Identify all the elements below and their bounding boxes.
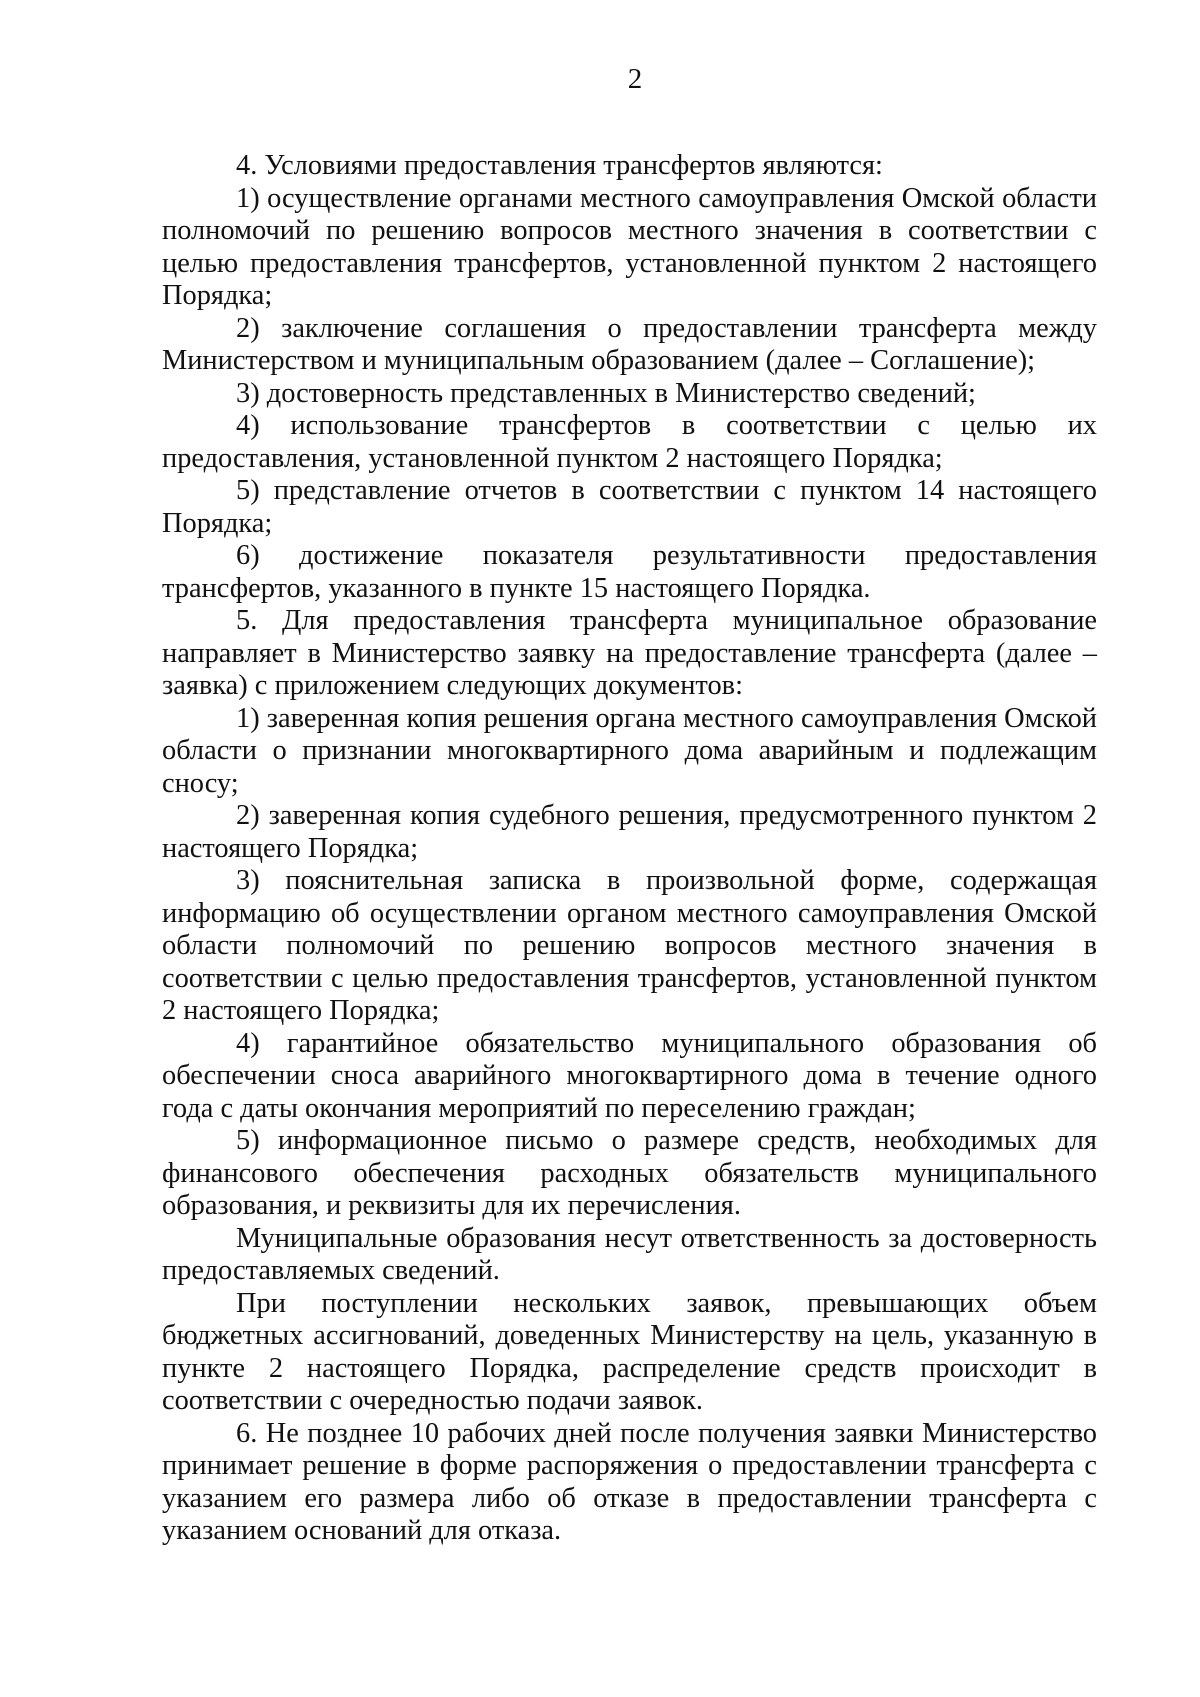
paragraph-5-item-2: 2) заверенная копия судебного решения, предусмотренного пунктом 2 настоящего Порядка; [162, 800, 1097, 864]
paragraph-multiple-applications: При поступлении нескольких заявок, превышающих объем бюджетных ассигнований, доведенных Министерству на цель, указанную в пункте 2 настоящего Порядка, распределение средств происходит в соответствии с очередностью подачи заявок. [162, 1287, 1097, 1416]
paragraph-5-item-5: 5) информационное письмо о размере средств, необходимых для финансового обеспечения расходных обязательств муниципального образования, и реквизиты для их перечисления. [162, 1125, 1097, 1221]
paragraph-4-item-1: 1) осуществление органами местного самоуправления Омской области полномочий по решению вопросов местного значения в соответствии с целью предоставления трансфертов, установленной пунктом 2 настоящего Порядка; [162, 182, 1097, 311]
paragraph-4-item-5: 5) представление отчетов в соответствии с пунктом 14 настоящего Порядка; [162, 475, 1097, 539]
paragraph-4-header: 4. Условиями предоставления трансфертов являются: [236, 150, 883, 181]
paragraph-5-item-1: 1) заверенная копия решения органа местного самоуправления Омской области о признании многоквартирного дома аварийным и подлежащим сносу; [162, 702, 1097, 799]
paragraph-5-item-3: 3) пояснительная записка в произвольной форме, содержащая информацию об осуществлении органом местного самоуправления Омской области полномочий по решению вопросов местного значения в соответствии с целью предоставления трансфертов, установленной пунктом 2 настоящего Порядка; [162, 865, 1097, 1026]
paragraph-5-header: 5. Для предоставления трансферта муниципальное образование направляет в Министерство заявку на предоставление трансферта (далее – заявка) с приложением следующих документов: [162, 605, 1097, 701]
page-number: 2 [627, 63, 643, 95]
paragraph-4-item-3: 3) достоверность представленных в Министерство сведений; [236, 377, 976, 409]
paragraph-4-item-6: 6) достижение показателя результативности предоставления трансфертов, указанного в пункте 15 настоящего Порядка. [162, 540, 1097, 604]
paragraph-4-item-4: 4) использование трансфертов в соответствии с целью их предоставления, установленной пунктом 2 настоящего Порядка; [162, 410, 1097, 474]
paragraph-4-item-2: 2) заключение соглашения о предоставлении трансферта между Министерством и муниципальным образованием (далее – Соглашение); [162, 312, 1097, 376]
document-body [162, 150, 1097, 1548]
paragraph-5-item-4: 4) гарантийное обязательство муниципального образования об обеспечении сноса аварийного многоквартирного дома в течение одного года с даты окончания мероприятий по переселению граждан; [162, 1027, 1097, 1124]
paragraph-responsibility: Муниципальные образования несут ответственность за достоверность предоставляемых сведений. [162, 1222, 1097, 1286]
paragraph-6: 6. Не позднее 10 рабочих дней после получения заявки Министерство принимает решение в форме распоряжения о предоставлении трансферта с указанием его размера либо об отказе в предоставлении трансферта с указанием оснований для отказа. [162, 1417, 1097, 1546]
